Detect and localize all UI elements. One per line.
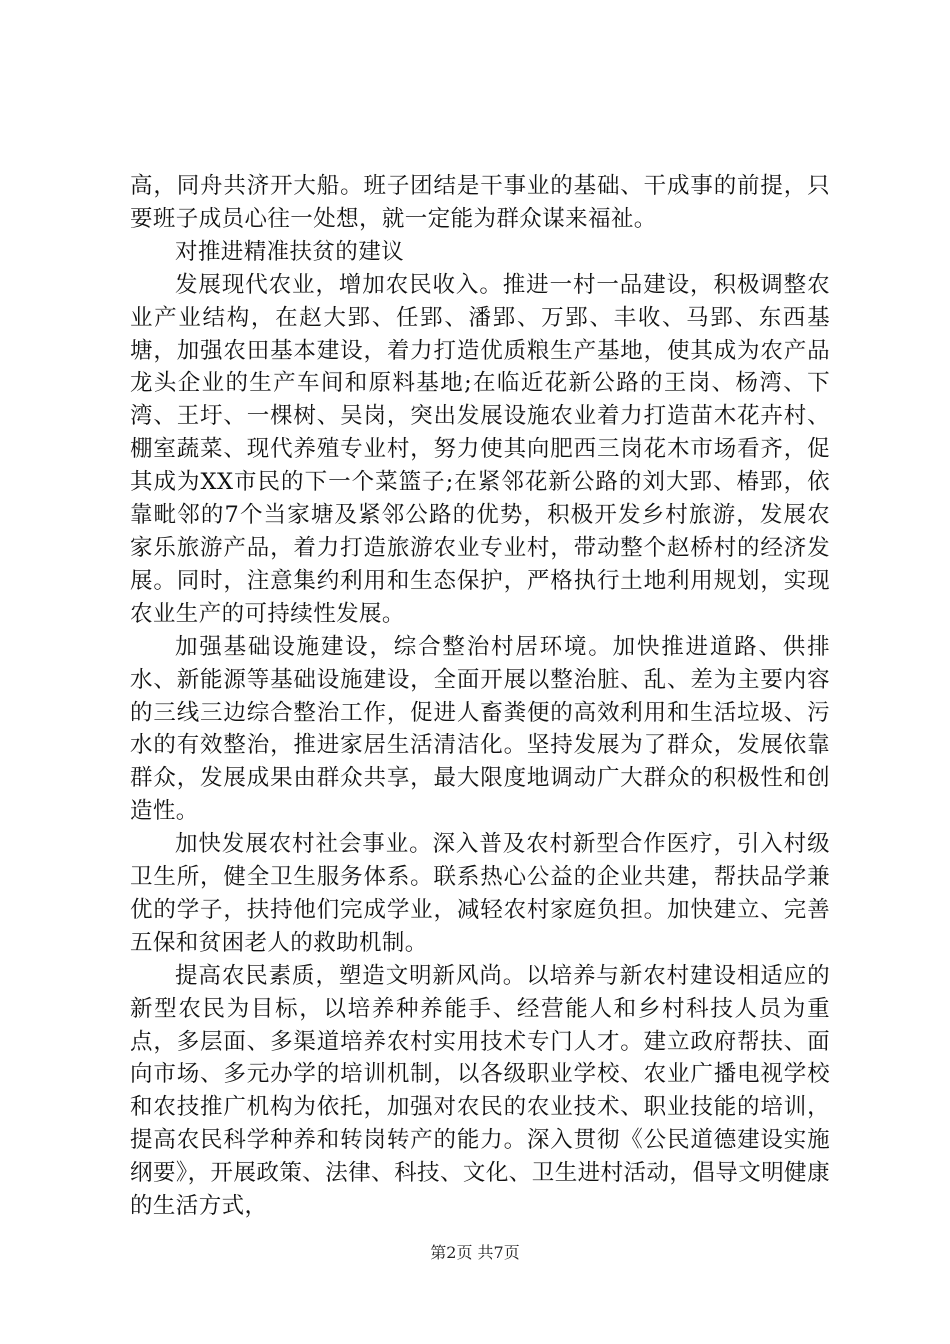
section-heading: 对推进精准扶贫的建议 — [175, 238, 405, 265]
paragraph-infrastructure: 加强基础设施建设，综合整治村居环境。加快推进道路、供排水、新能源等基础设施建设，全面开展以整治脏、乱、差为主要内容的三线三边综合整治工作，促进人畜粪便的高效利用和生活垃圾、污水的有效整治，推进家居生活清洁化。坚持发展为了群众，发展依靠群众，发展成果由群众共享，最大限度地调动广大群众的积极性和创造性。 — [130, 633, 830, 825]
paragraph-modern-agriculture: 发展现代农业，增加农民收入。推进一村一品建设，积极调整农业产业结构，在赵大郢、任郢、潘郢、万郢、丰收、马郢、东西基塘，加强农田基本建设，着力打造优质粮生产基地，使其成为农产品龙头企业的生产车间和原料基地;在临近花新公路的王岗、杨湾、下湾、王圩、一棵树、吴岗，突出发展设施农业着力打造苗木花卉村、棚室蔬菜、现代养殖专业村，努力使其向肥西三岗花木市场看齐，促其成为XX市民的下一个菜篮子;在紧邻花新公路的刘大郢、椿郢，依靠毗邻的7个当家塘及紧邻公路的优势，积极开发乡村旅游，发展农家乐旅游产品，着力打造旅游农业专业村，带动整个赵桥村的经济发展。同时，注意集约利用和生态保护，严格执行土地利用规划，实现农业生产的可持续性发展。 — [130, 271, 830, 627]
paragraph-continuation: 高，同舟共济开大船。班子团结是干事业的基础、干成事的前提，只要班子成员心往一处想，就一定能为群众谋来福祉。 — [130, 173, 830, 232]
page-number-footer: 第2页 共7页 — [430, 1243, 520, 1262]
paragraph-social-affairs: 加快发展农村社会事业。深入普及农村新型合作医疗，引入村级卫生所，健全卫生服务体系。联系热心公益的企业共建，帮扶品学兼优的学子，扶持他们完成学业，减轻农村家庭负担。加快建立、完善五保和贫困老人的救助机制。 — [130, 831, 830, 956]
document-body — [130, 170, 830, 1223]
paragraph-farmer-quality: 提高农民素质，塑造文明新风尚。以培养与新农村建设相适应的新型农民为目标，以培养种养能手、经营能人和乡村科技人员为重点，多层面、多渠道培养农村实用技术专门人才。建立政府帮扶、面向市场、多元办学的培训机制，以各级职业学校、农业广播电视学校和农技推广机构为依托，加强对农民的农业技术、职业技能的培训，提高农民科学种养和转岗转产的能力。深入贯彻《公民道德建设实施纲要》，开展政策、法律、科技、文化、卫生进村活动，倡导文明健康的生活方式， — [130, 962, 830, 1220]
